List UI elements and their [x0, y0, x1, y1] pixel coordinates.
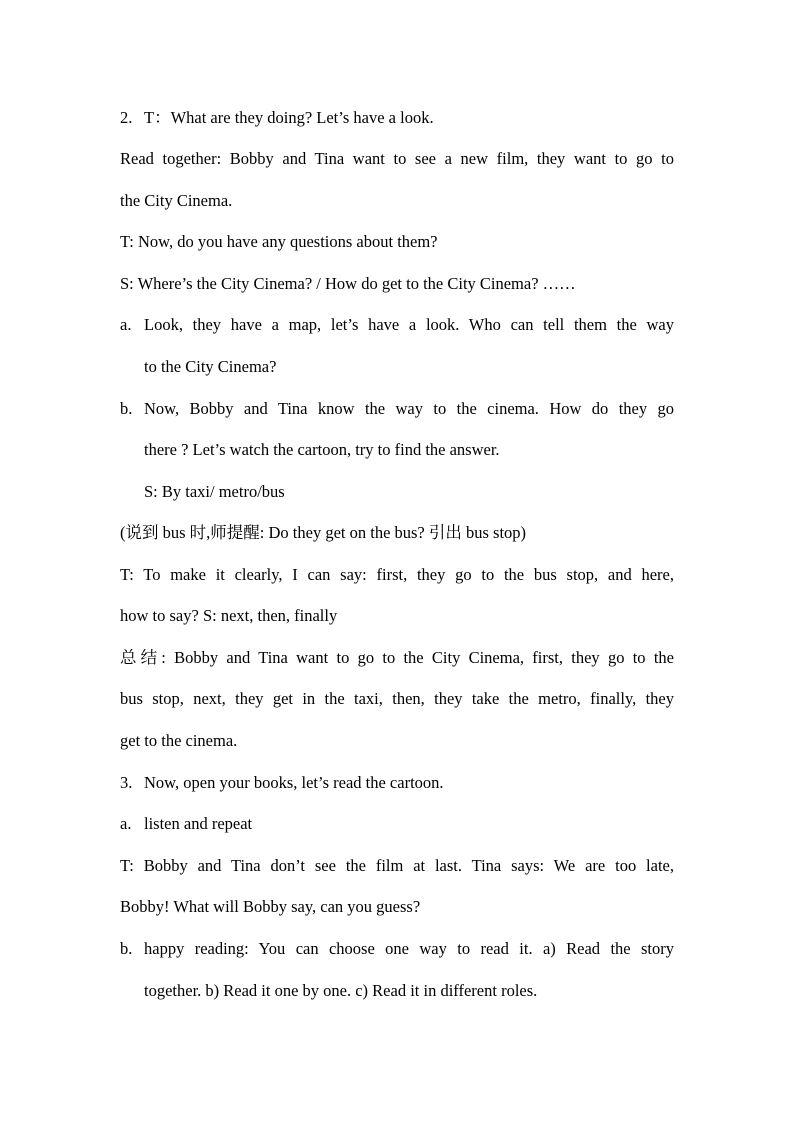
film-late-line: T: Bobby and Tina don’t see the film at last. Tina says: We are too late, — [120, 856, 674, 875]
list-label: b. — [120, 399, 133, 418]
summary-continuation-1: bus stop, next, they get in the taxi, then, they take the metro, finally, they — [120, 689, 674, 708]
text-line: Now, Bobby and Tina know the way to the cinema. How do they go — [144, 399, 674, 418]
text-line: listen and repeat — [144, 814, 253, 833]
step-3-heading — [120, 773, 674, 793]
text-line: Look, they have a map, let’s have a look. Who can tell them the way — [144, 315, 674, 334]
item-b-line — [120, 399, 674, 419]
item-a-line — [120, 315, 674, 335]
text-line: happy reading: You can choose one way to read it. a) Read the story — [144, 939, 674, 958]
read-together-line: Read together: Bobby and Tina want to see a new film, they want to go to — [120, 149, 674, 168]
student-answer-line: S: By taxi/ metro/bus — [144, 482, 285, 501]
list-label: 2. — [120, 108, 133, 127]
text-line: Now, open your books, let’s read the cartoon. — [144, 773, 444, 792]
item-a-continuation: to the City Cinema? — [144, 357, 277, 376]
list-label: 3. — [120, 773, 133, 792]
read-together-continuation: the City Cinema. — [120, 191, 233, 210]
make-clear-line: T: To make it clearly, I can say: first, they go to the bus stop, and here, — [120, 565, 674, 584]
step-2-heading — [120, 108, 674, 128]
teacher-question-line: T: Now, do you have any questions about them? — [120, 232, 438, 251]
item-b-continuation: there ? Let’s watch the cartoon, try to find the answer. — [144, 440, 500, 459]
bus-stop-note-line: (说到 bus 时,师提醒: Do they get on the bus? 引出 bus stop) — [120, 523, 527, 542]
happy-reading-line — [120, 939, 674, 959]
film-late-continuation: Bobby! What will Bobby say, can you guess? — [120, 897, 421, 916]
text-line: T：What are they doing? Let’s have a look. — [144, 108, 434, 127]
list-label: a. — [120, 315, 132, 334]
happy-reading-continuation: together. b) Read it one by one. c) Read it in different roles. — [144, 981, 538, 1000]
make-clear-continuation: how to say? S: next, then, finally — [120, 606, 338, 625]
summary-line: 总结: Bobby and Tina want to go to the City Cinema, first, they go to the — [120, 648, 674, 667]
summary-continuation-2: get to the cinema. — [120, 731, 238, 750]
student-questions-line: S: Where’s the City Cinema? / How do get to the City Cinema? …… — [120, 274, 576, 293]
list-label: a. — [120, 814, 132, 833]
listen-repeat-line — [120, 814, 674, 834]
list-label: b. — [120, 939, 133, 958]
